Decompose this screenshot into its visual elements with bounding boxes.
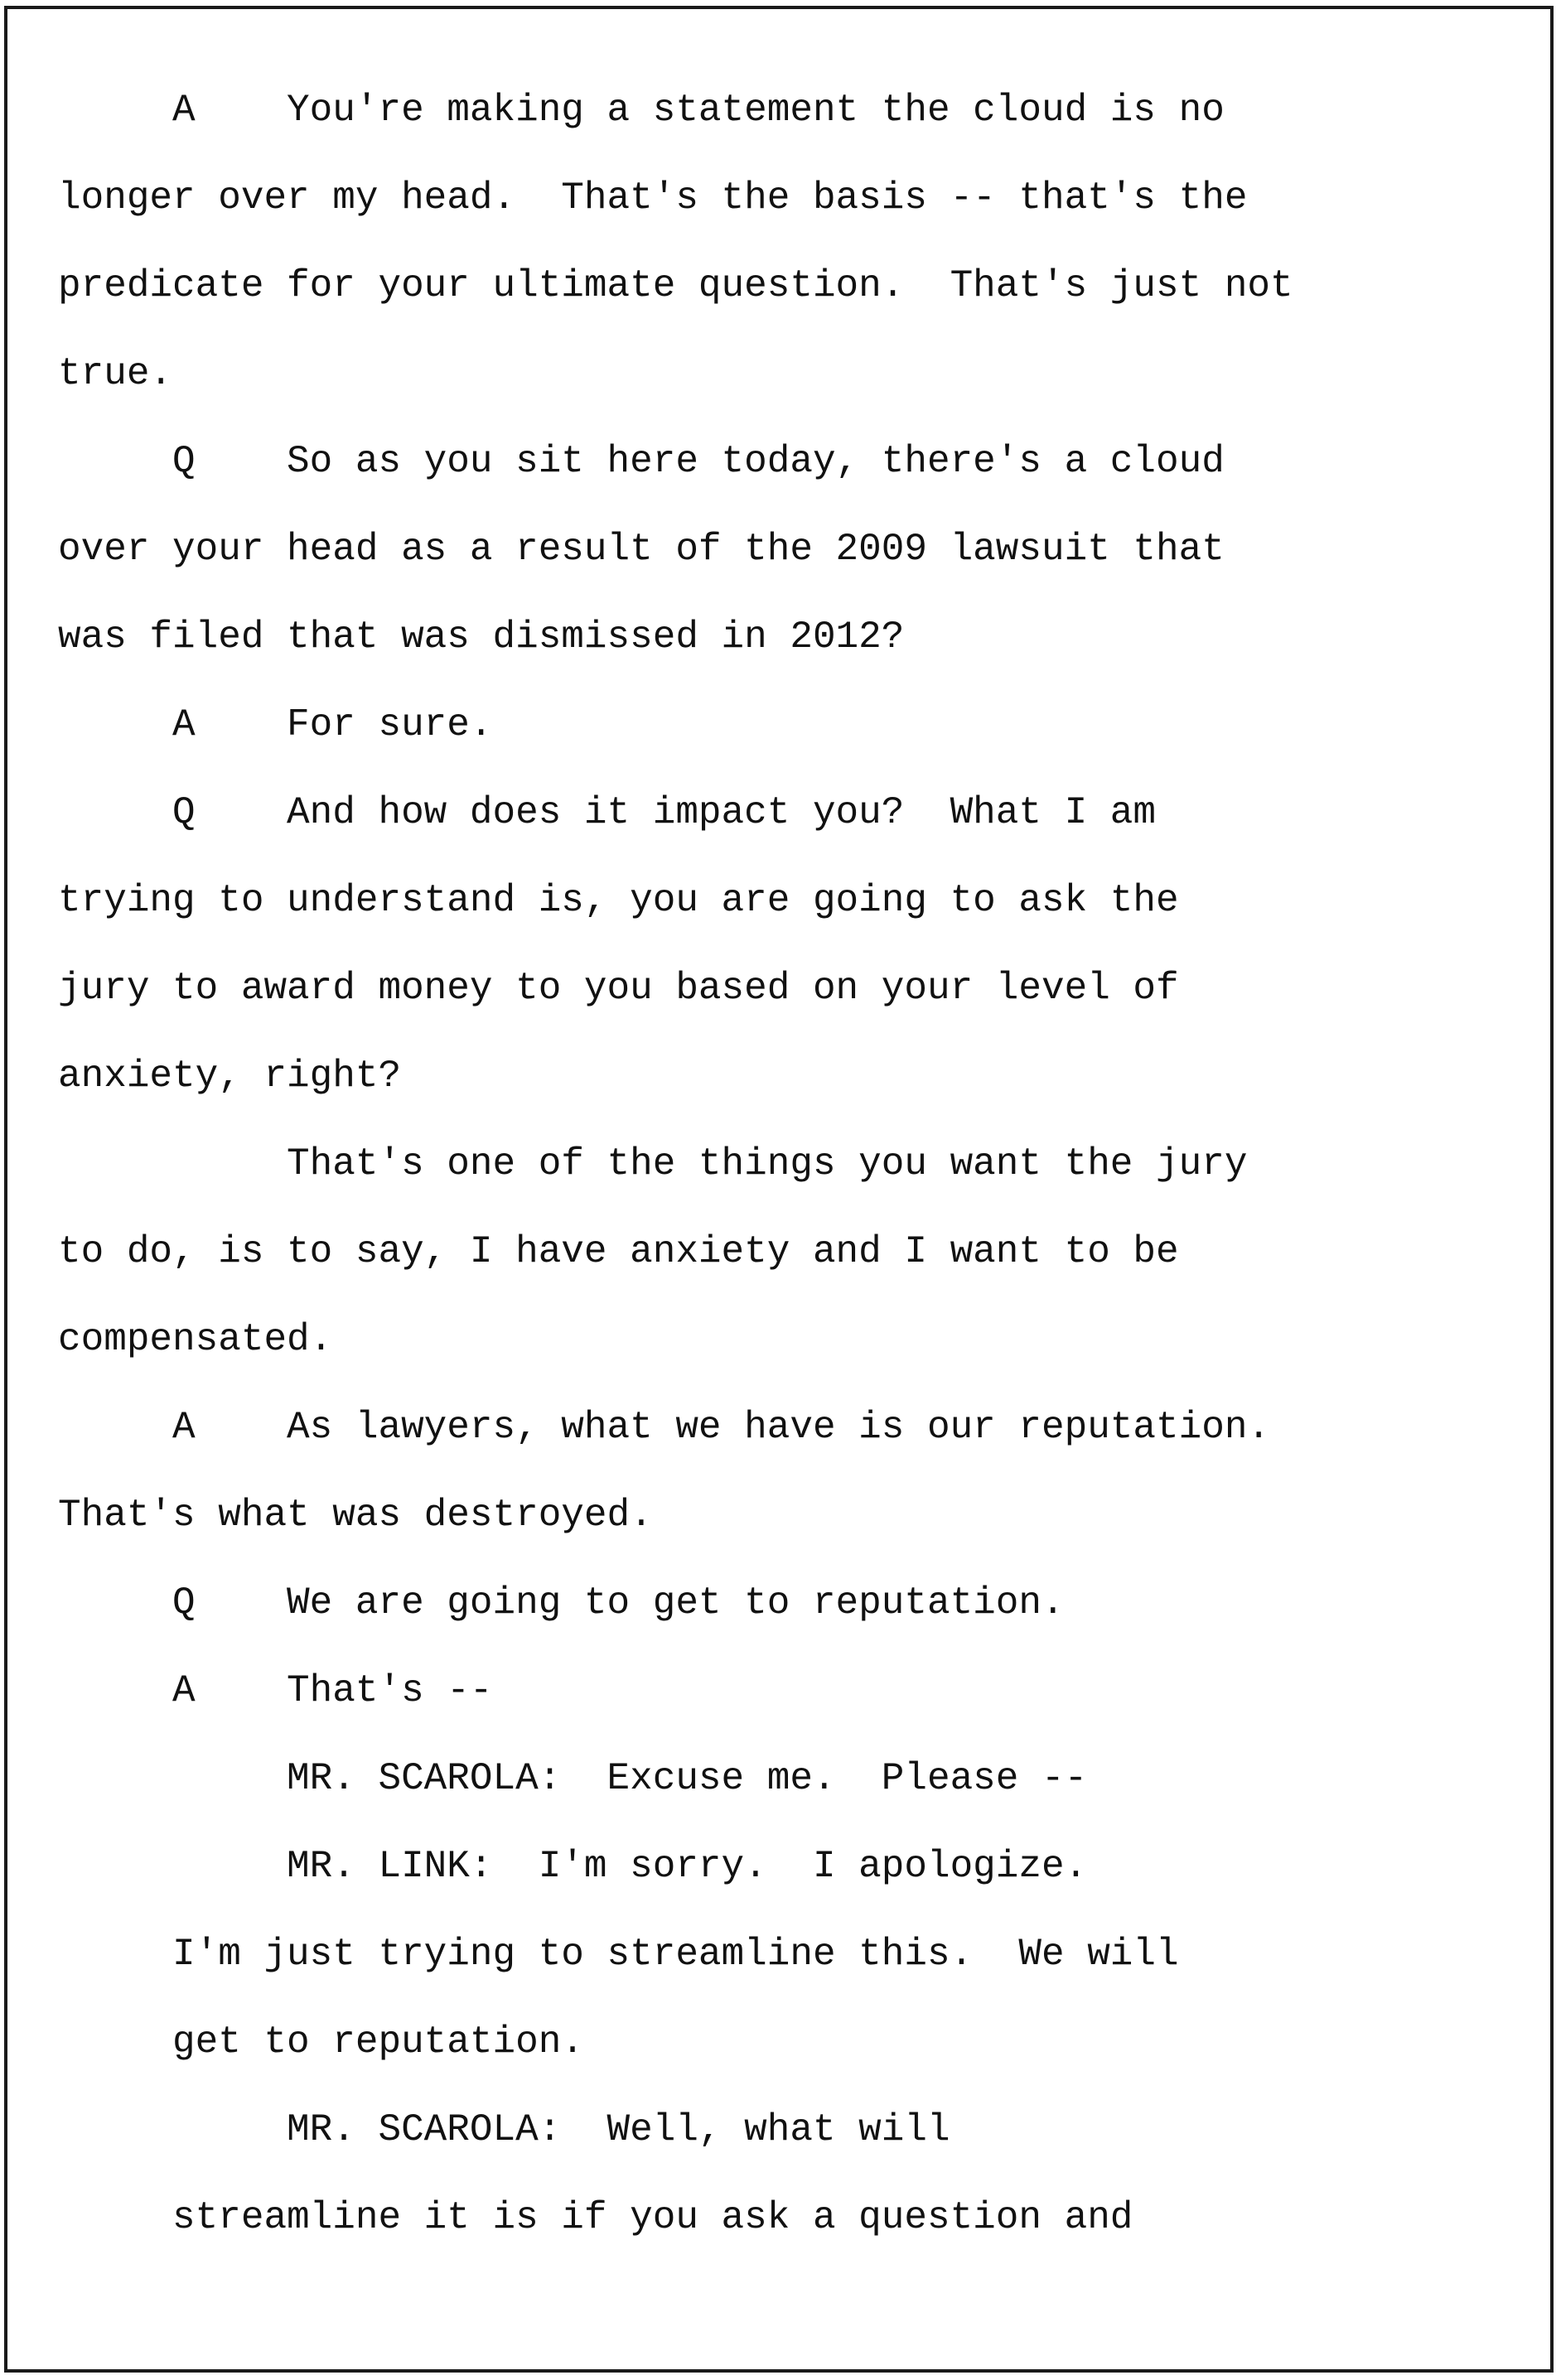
transcript-line: jury to award money to you based on your level of <box>58 967 1179 1010</box>
transcript-line: MR. LINK: I'm sorry. I apologize. <box>58 1845 1088 1888</box>
transcript-line: trying to understand is, you are going to ask the <box>58 879 1179 922</box>
transcript-line: predicate for your ultimate question. That's just not <box>58 264 1293 307</box>
transcript-line: I'm just trying to streamline this. We will <box>58 1933 1179 1976</box>
transcript-line: A For sure. <box>58 703 493 746</box>
transcript-line: MR. SCAROLA: Excuse me. Please -- <box>58 1757 1088 1800</box>
transcript-body <box>58 66 1516 2262</box>
transcript-line: MR. SCAROLA: Well, what will <box>58 2108 950 2151</box>
transcript-line: compensated. <box>58 1318 333 1361</box>
transcript-line: get to reputation. <box>58 2020 584 2064</box>
transcript-line: A That's -- <box>58 1669 493 1712</box>
transcript-line: A You're making a statement the cloud is no <box>58 89 1225 132</box>
transcript-line: to do, is to say, I have anxiety and I want to be <box>58 1230 1179 1273</box>
transcript-line: That's what was destroyed. <box>58 1494 653 1537</box>
transcript-line: Q And how does it impact you? What I am <box>58 791 1157 834</box>
transcript-line: true. <box>58 352 173 395</box>
transcript-line: was filed that was dismissed in 2012? <box>58 616 905 659</box>
transcript-line: A As lawyers, what we have is our reputation. <box>58 1406 1271 1449</box>
transcript-line: longer over my head. That's the basis -- that's the <box>58 176 1248 220</box>
transcript-line: Q We are going to get to reputation. <box>58 1581 1065 1624</box>
transcript-line: Q So as you sit here today, there's a cloud <box>58 440 1225 483</box>
transcript-line: That's one of the things you want the jury <box>58 1142 1248 1185</box>
transcript-line: anxiety, right? <box>58 1055 402 1098</box>
transcript-line: over your head as a result of the 2009 lawsuit that <box>58 528 1225 571</box>
transcript-line: streamline it is if you ask a question and <box>58 2196 1133 2239</box>
